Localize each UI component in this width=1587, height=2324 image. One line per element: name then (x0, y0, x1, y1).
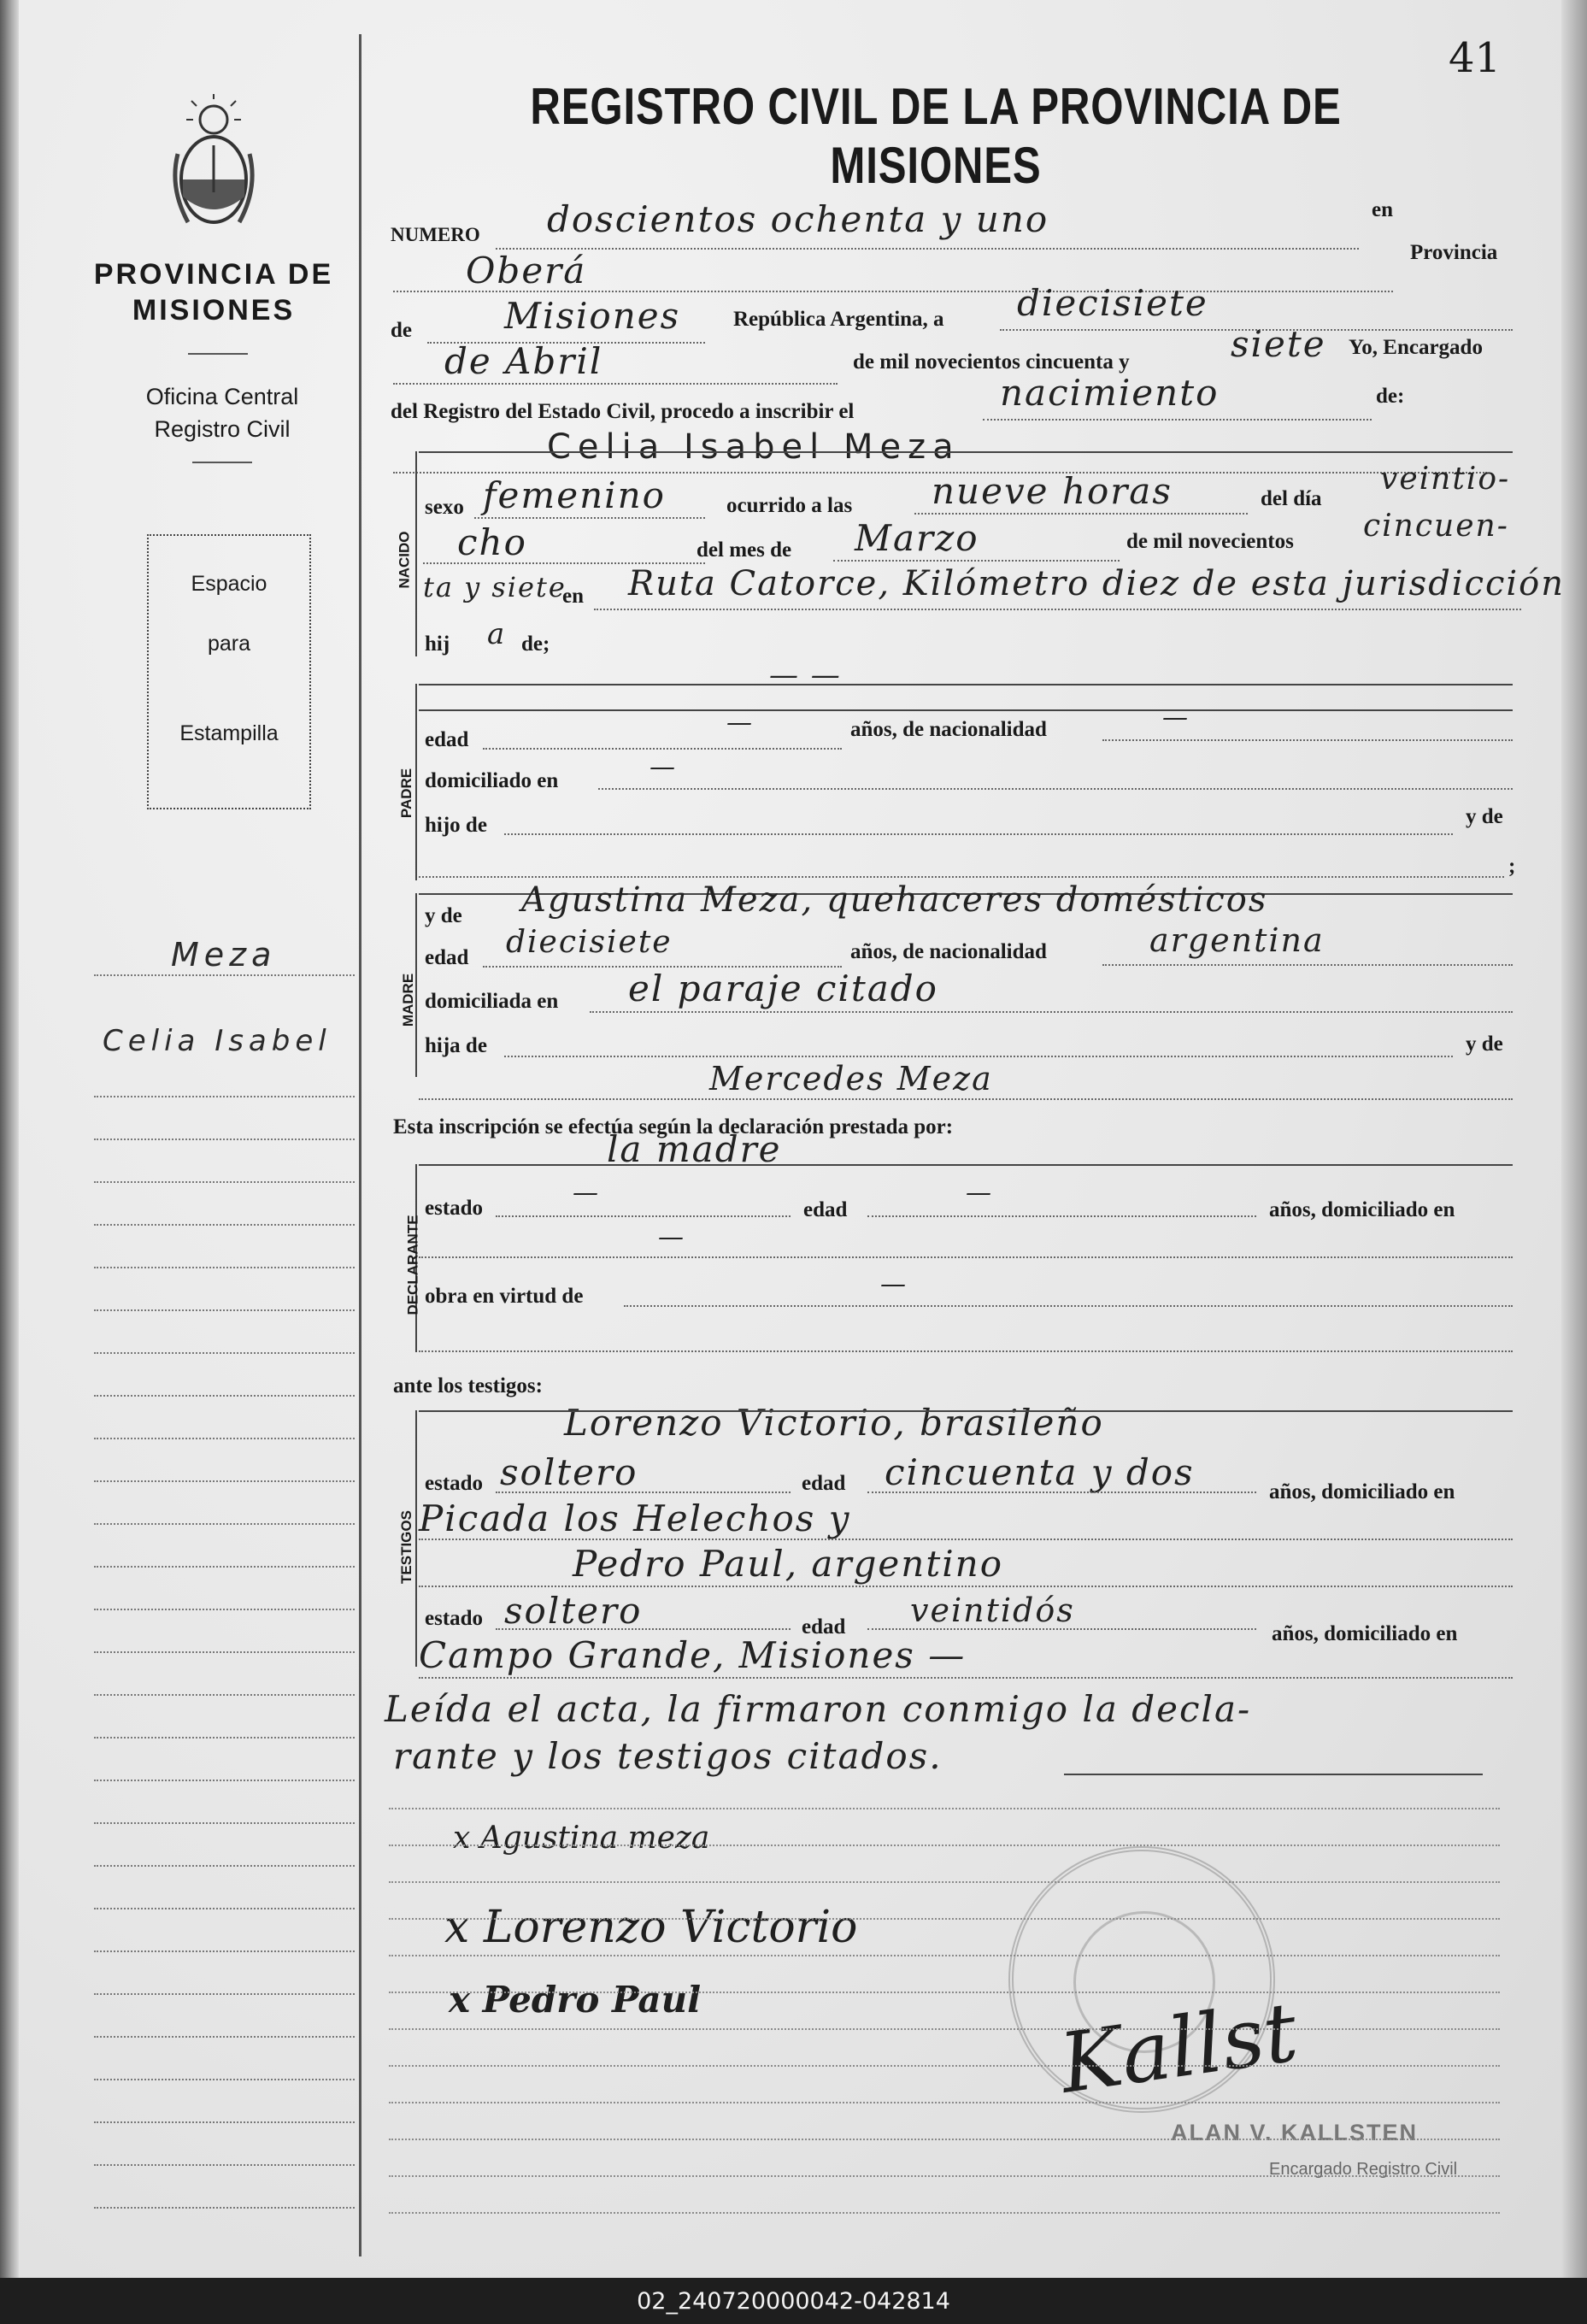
coat-of-arms-icon (162, 94, 265, 239)
margin-line (94, 1737, 355, 1739)
entry-t1-edad: cincuenta y dos (885, 1451, 1195, 1493)
entry-numero: doscientos ochenta y uno (547, 198, 1049, 240)
entry-t2-edad: veintidós (910, 1591, 1075, 1629)
label-ante-testigos: ante los testigos: (393, 1374, 543, 1397)
entry-madre-nac: argentina (1149, 921, 1325, 959)
entry-padre-edad: — (726, 708, 754, 738)
margin-line (94, 2036, 355, 2038)
fill-line (867, 1215, 1256, 1217)
section-rule (419, 1410, 1513, 1412)
margin-line (94, 1780, 355, 1781)
entry-decl-dom: — (658, 1222, 685, 1252)
label-anos-dom-decl: años, domiciliado en (1269, 1198, 1455, 1221)
label-anos-nac-madre: años, de nacionalidad (850, 940, 1047, 963)
section-tag-madre: MADRE (400, 973, 417, 1027)
fill-line (483, 748, 842, 750)
fill-line (504, 1056, 1453, 1057)
label-obra-virtud: obra en virtud de (425, 1285, 584, 1308)
entry-testigo1: Lorenzo Victorio, brasileño (564, 1402, 1104, 1444)
label-y-de: y de (1466, 805, 1503, 828)
fill-line (419, 1677, 1513, 1679)
margin-line (94, 1609, 355, 1610)
entry-t2-dom: Campo Grande, Misiones — (419, 1634, 967, 1676)
margin-line (94, 1267, 355, 1268)
label-edad-padre: edad (425, 728, 469, 751)
fill-line (496, 1215, 791, 1217)
label-hija-de: hija de (425, 1034, 487, 1057)
margin-surname: Meza (171, 936, 277, 974)
fill-line (474, 517, 705, 519)
entry-acto: nacimiento (1000, 372, 1220, 414)
fill-line (624, 1305, 1513, 1307)
fill-line (419, 1350, 1513, 1352)
fill-line (496, 1491, 791, 1493)
label-hij: hij (425, 632, 450, 656)
ruled-line (389, 2139, 1500, 2140)
office-name (85, 380, 359, 445)
divider (188, 353, 248, 355)
label-yo-encargado: Yo, Encargado (1349, 336, 1483, 359)
entry-t2-estado: soltero (504, 1590, 643, 1632)
margin-line (94, 2121, 355, 2123)
fill-line (419, 1098, 1513, 1100)
office-line-2: Registro Civil (154, 416, 291, 442)
margin-line (94, 1395, 355, 1397)
section-tag-declarante: DECLARANTE (404, 1215, 421, 1315)
label-y-de-madre: y de (425, 904, 462, 927)
entry-mes-acta: de Abril (444, 340, 603, 382)
ruled-line (389, 2102, 1500, 2103)
fill-line (983, 419, 1372, 421)
signature-witness-2: x Pedro Paul (449, 1979, 702, 2021)
margin-line (94, 1096, 355, 1097)
fill-line (867, 1491, 1256, 1493)
label-del-registro: del Registro del Estado Civil, procedo a inscribir el (391, 400, 855, 423)
label-republica: República Argentina, a (733, 308, 944, 331)
margin-line (94, 2079, 355, 2080)
entry-testigo2: Pedro Paul, argentino (573, 1543, 1003, 1585)
ruled-line (389, 1918, 1500, 1920)
fill-line (594, 609, 1521, 610)
stamp-box-line-1: Espacio (191, 572, 267, 596)
entry-decl-edad: — (966, 1178, 993, 1208)
section-tag-nacido: NACIDO (396, 531, 413, 589)
official-name-stamp: ALAN V. KALLSTEN (1171, 2120, 1419, 2145)
entry-cierre-1: Leída el acta, la firmaron conmigo la decla- (385, 1688, 1252, 1730)
ruled-line (389, 1881, 1500, 1883)
fill-line (598, 788, 1513, 790)
office-line-1: Oficina Central (145, 384, 299, 409)
binding-edge (0, 0, 19, 2278)
fill-line (419, 1539, 1513, 1540)
label-del-dia: del día (1261, 487, 1322, 510)
entry-padre: — — (769, 658, 842, 692)
section-rule (419, 684, 1513, 685)
ruled-line (389, 1844, 1500, 1846)
label-anos-dom-t2: años, domiciliado en (1272, 1622, 1458, 1645)
stamp-space-box (147, 534, 311, 809)
signature-witness-1: x Lorenzo Victorio (444, 1902, 858, 1953)
margin-line (94, 1480, 355, 1482)
label-de-mil: de mil novecientos cincuenta y (853, 350, 1130, 374)
fill-line (419, 1256, 1513, 1258)
section-rule (419, 1164, 1513, 1166)
divider (192, 462, 252, 463)
entry-madre-edad: diecisiete (506, 925, 673, 960)
fill-line (419, 876, 1504, 878)
label-provincia: Provincia (1410, 241, 1498, 264)
entry-provincia: Misiones (504, 295, 681, 337)
ruled-line (389, 2175, 1500, 2177)
margin-line (94, 1181, 355, 1183)
fill-line (393, 383, 838, 385)
stamp-box-line-2: para (207, 632, 251, 656)
ruled-line (389, 1808, 1500, 1809)
entry-padre-nac: — (1162, 703, 1190, 733)
margin-line (94, 2164, 355, 2166)
entry-mes-nac: Marzo (855, 517, 979, 559)
fill-line (419, 1586, 1513, 1587)
entry-lugar-nac: Ruta Catorce, Kilómetro diez de esta jurisdicción (628, 564, 1566, 603)
label-hijo-de: hijo de (425, 814, 487, 837)
label-declaracion: Esta inscripción se efectúa según la declaración prestada por: (393, 1115, 954, 1138)
margin-line (94, 1523, 355, 1525)
section-tag-padre: PADRE (398, 768, 415, 819)
fill-line (1102, 964, 1513, 966)
margin-given-names: Celia Isabel (103, 1024, 332, 1058)
fill-line (1102, 739, 1513, 741)
label-de-colon: de: (1376, 385, 1405, 408)
ruled-line (389, 2065, 1500, 2067)
entry-dia-acta: diecisiete (1017, 282, 1208, 324)
label-y-de-abuela: y de (1466, 1033, 1503, 1056)
label-numero: NUMERO (391, 224, 480, 245)
page-number: 41 (1449, 34, 1502, 82)
entry-anio-acta: siete (1231, 323, 1326, 365)
margin-line (94, 1865, 355, 1867)
margin-line (94, 2207, 355, 2209)
page-edge (1561, 0, 1587, 2278)
label-edad-decl: edad (803, 1198, 848, 1221)
label-domiciliado-padre: domiciliado en (425, 769, 559, 792)
entry-anio-nac-a: cincuen- (1363, 509, 1509, 544)
entry-t1-estado: soltero (500, 1451, 638, 1493)
label-estado-decl: estado (425, 1197, 484, 1220)
entry-decl-obra: — (880, 1269, 908, 1299)
entry-declarante: la madre (607, 1128, 782, 1170)
fill-line (833, 560, 1120, 562)
label-anos-dom-t1: años, domiciliado en (1269, 1480, 1455, 1503)
label-en: en (1372, 198, 1393, 221)
margin-line (94, 1993, 355, 1995)
fill-line (393, 291, 1393, 292)
signature-official: Kallst (1054, 1984, 1303, 2112)
label-en-lugar: en (562, 585, 584, 608)
fill-line (504, 833, 1453, 835)
fill-line (496, 1628, 791, 1630)
section-bracket (415, 1410, 417, 1667)
label-anos-nac: años, de nacionalidad (850, 718, 1047, 741)
ruled-line (389, 2212, 1500, 2214)
province-name: PROVINCIA DE MISIONES (93, 258, 334, 327)
entry-hij-suffix: a (487, 617, 507, 651)
entry-hora: nueve horas (932, 470, 1173, 512)
section-tag-testigos: TESTIGOS (397, 1510, 414, 1584)
margin-line (94, 1309, 355, 1311)
entry-madre: Agustina Meza, quehaceres domésticos (521, 880, 1268, 920)
official-title-stamp: Encargado Registro Civil (1269, 2160, 1458, 2179)
section-bracket (415, 684, 417, 880)
ruled-line (389, 1955, 1500, 1956)
margin-line (94, 1908, 355, 1909)
margin-line (94, 1694, 355, 1696)
entry-madre-hija-de: Mercedes Meza (709, 1060, 993, 1097)
margin-line (94, 974, 355, 976)
margin-line (94, 1352, 355, 1354)
label-edad-madre: edad (425, 946, 469, 969)
left-margin-column (19, 34, 361, 2256)
section-bracket (415, 451, 417, 656)
fill-line (914, 513, 1248, 515)
label-de-mil-nov: de mil novecientos (1126, 530, 1294, 553)
ruled-line (389, 2028, 1500, 2030)
margin-line (94, 1566, 355, 1568)
entry-madre-dom: el paraje citado (628, 968, 938, 1009)
label-sexo: sexo (425, 496, 464, 519)
image-id-caption: 02_240720000042-042814 (0, 2278, 1587, 2324)
entry-decl-estado: — (573, 1178, 600, 1208)
margin-line (94, 1438, 355, 1439)
entry-anio-nac-b: ta y siete (423, 571, 567, 603)
label-estado-t1: estado (425, 1472, 484, 1495)
section-rule (419, 451, 1513, 453)
label-de-semicolon: de; (521, 632, 550, 656)
entry-lugar: Oberá (466, 250, 587, 291)
entry-dia-nac-a: veintio- (1380, 462, 1511, 497)
signature-mother: x Agustina meza (453, 1821, 710, 1856)
margin-line (94, 1651, 355, 1653)
margin-line (94, 1138, 355, 1140)
entry-padre-dom: — (649, 752, 677, 782)
entry-nombre: Celia Isabel Meza (547, 427, 961, 467)
fill-line (867, 1628, 1256, 1630)
label-edad-t1: edad (802, 1472, 846, 1495)
label-estado-t2: estado (425, 1607, 484, 1630)
label-edad-t2: edad (802, 1615, 846, 1639)
label-domiciliada: domiciliada en (425, 990, 559, 1013)
label-ocurrido: ocurrido a las (726, 494, 853, 517)
entry-sexo: femenino (483, 474, 666, 516)
margin-line (94, 1950, 355, 1952)
margin-line (94, 1822, 355, 1824)
margin-line (94, 1224, 355, 1226)
label-del-mes: del mes de (697, 538, 792, 562)
form-title: REGISTRO CIVIL DE LA PROVINCIA DE MISIONES (530, 78, 1342, 194)
section-rule (419, 709, 1513, 711)
ruled-line (389, 1992, 1500, 1993)
entry-t1-dom: Picada los Helechos y (419, 1497, 851, 1539)
label-semicolon: ; (1508, 855, 1516, 878)
fill-line (590, 1011, 1513, 1013)
entry-dia-nac-b: cho (457, 521, 527, 563)
entry-cierre-2: rante y los testigos citados. (393, 1735, 943, 1777)
fill-line (496, 248, 1359, 250)
label-de: de (391, 319, 412, 342)
stamp-box-line-3: Estampilla (179, 721, 279, 745)
closing-rule (1064, 1774, 1483, 1775)
